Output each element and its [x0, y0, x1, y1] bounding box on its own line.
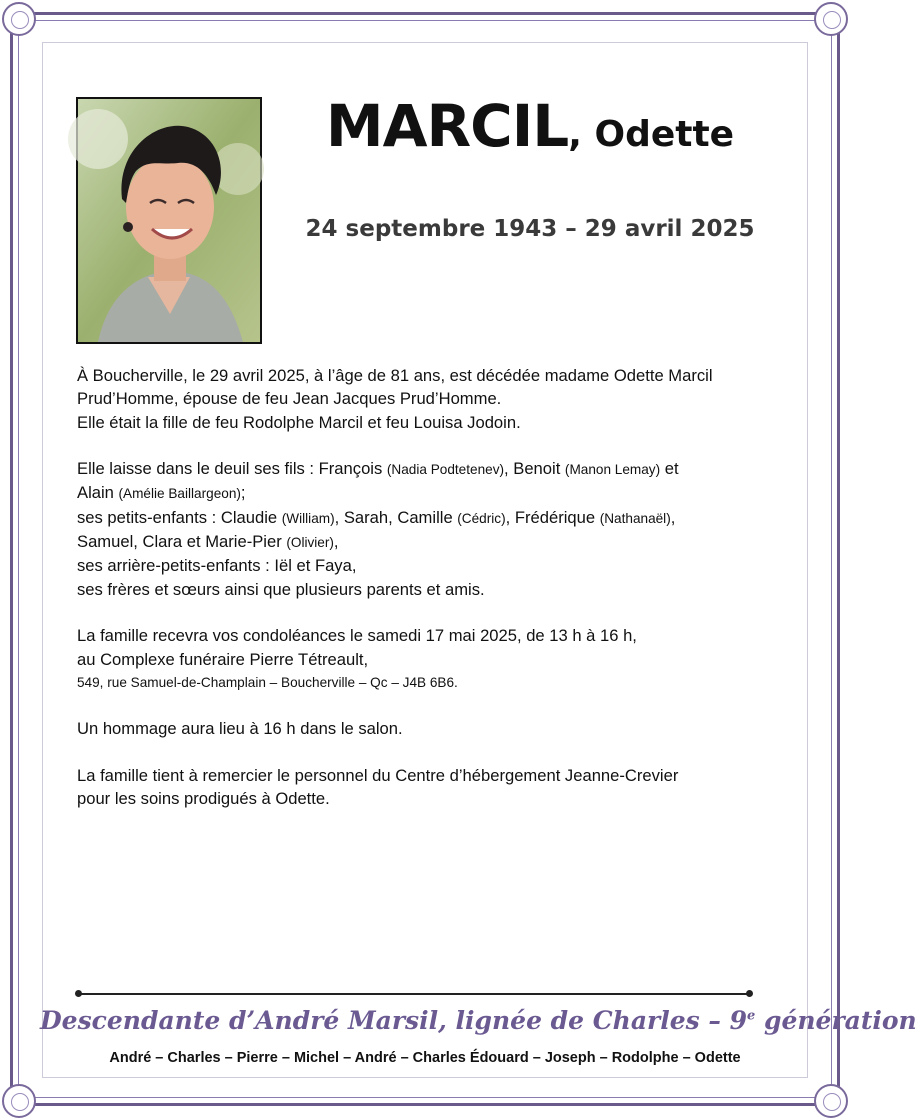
corner-ornament-icon	[2, 1084, 36, 1118]
text-line	[77, 457, 777, 481]
lineage-title-text: génération	[755, 1006, 917, 1035]
text-line	[77, 530, 777, 554]
text-line: Prud’Homme, épouse de feu Jean Jacques Prud’Homme.	[77, 389, 502, 409]
spouse-name: (Manon Lemay)	[564, 462, 661, 478]
paragraph-announcement	[77, 364, 777, 434]
corner-ornament-icon	[814, 1084, 848, 1118]
text-line: pour les soins prodigués à Odette.	[77, 789, 330, 809]
paragraph-thanks	[77, 764, 777, 811]
portrait-photo	[76, 97, 262, 344]
paragraph-tribute	[77, 717, 777, 740]
spouse-name: (Cédric)	[457, 510, 506, 526]
given-name: , Odette	[568, 114, 735, 155]
ordinal-suffix: e	[747, 1008, 756, 1024]
text-fragment: , Benoit	[504, 459, 565, 479]
spouse-name: (Amélie Baillargeon)	[118, 486, 241, 502]
surname: MARCIL	[325, 92, 569, 160]
lineage-title	[40, 1006, 917, 1035]
lineage-title-text: Descendante d’André Marsil, lignée de Charles – 9	[40, 1006, 747, 1035]
spouse-name: (Nadia Podtetenev)	[386, 462, 505, 478]
paragraph-survivors	[77, 457, 777, 601]
text-line: À Boucherville, le 29 avril 2025, à l’âge de 81 ans, est décédée madame Odette Marcil	[77, 366, 713, 385]
portrait-photo-icon	[78, 99, 260, 342]
corner-ornament-icon	[2, 2, 36, 36]
lineage-chain: André – Charles – Pierre – Michel – André – Charles Édouard – Joseph – Rodolphe – Odette	[109, 1050, 741, 1066]
deceased-name	[300, 92, 760, 160]
text-fragment: Elle laisse dans le deuil ses fils : François	[77, 459, 387, 479]
text-line: ses frères et sœurs ainsi que plusieurs parents et amis.	[77, 579, 485, 599]
paragraph-visitation	[77, 624, 777, 694]
address-line: 549, rue Samuel-de-Champlain – Boucherville – Qc – J4B 6B6.	[77, 674, 458, 690]
footer-divider	[78, 993, 750, 995]
text-fragment: ses petits-enfants : Claudie	[77, 507, 282, 527]
text-line: ses arrière-petits-enfants : Iël et Faya,	[77, 556, 357, 576]
spouse-name: (Nathanaël)	[599, 510, 671, 526]
text-fragment: , Frédérique	[505, 507, 600, 527]
text-line: Un hommage aura lieu à 16 h dans le salon.	[77, 719, 403, 739]
text-fragment: ;	[240, 483, 246, 503]
text-line: Elle était la fille de feu Rodolphe Marcil et feu Louisa Jodoin.	[77, 412, 521, 432]
spouse-name: (William)	[281, 510, 335, 526]
text-line: La famille recevra vos condoléances le samedi 17 mai 2025, de 13 h à 16 h,	[77, 626, 637, 646]
text-fragment: et	[660, 459, 679, 479]
obituary-text	[77, 364, 777, 834]
text-line: au Complexe funéraire Pierre Tétreault,	[77, 649, 369, 669]
text-line: La famille tient à remercier le personnel du Centre d’hébergement Jeanne-Crevier	[77, 766, 679, 786]
text-fragment: Samuel, Clara et Marie-Pier	[77, 532, 287, 552]
corner-ornament-icon	[814, 2, 848, 36]
divider-dot-icon	[746, 990, 753, 997]
text-fragment: ,	[333, 532, 339, 552]
text-fragment: , Sarah, Camille	[334, 507, 458, 527]
life-dates: 24 septembre 1943 – 29 avril 2025	[305, 216, 755, 242]
divider-dot-icon	[75, 990, 82, 997]
spouse-name: (Olivier)	[286, 535, 334, 551]
text-line	[77, 481, 777, 505]
text-line	[77, 506, 777, 530]
text-fragment: Alain	[77, 483, 119, 503]
text-fragment: ,	[670, 507, 676, 527]
